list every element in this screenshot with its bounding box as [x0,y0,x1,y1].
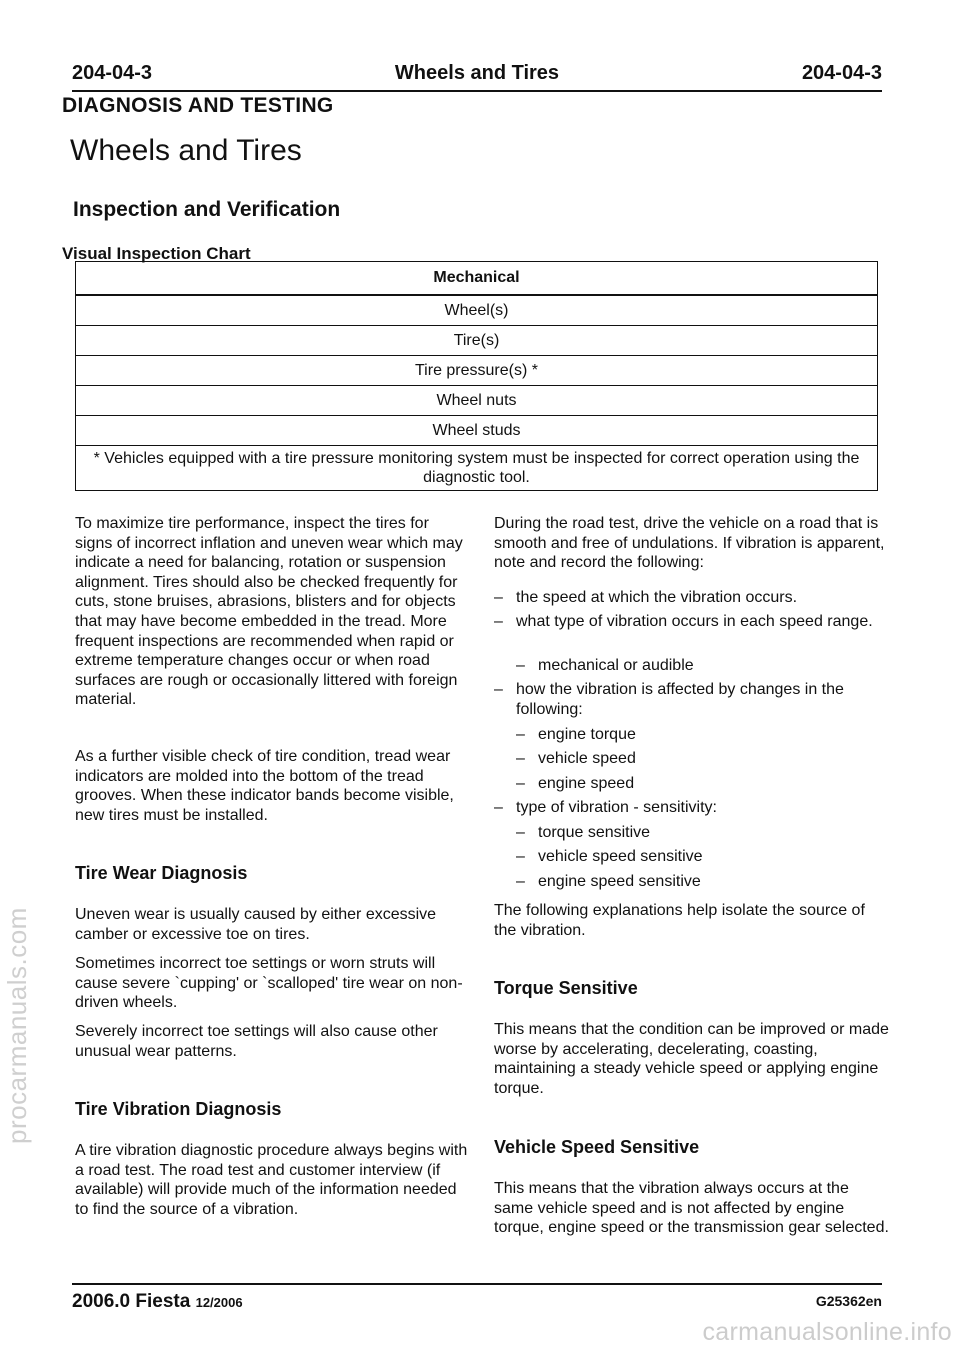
header-rule [72,90,882,92]
list-item: – engine torque [538,725,888,745]
footer-date: 12/2006 [195,1295,243,1310]
list-item: – engine speed sensitive [538,872,888,892]
chart-title: Visual Inspection Chart [62,244,251,263]
visual-inspection-table [75,261,878,491]
table-row: Wheel nuts [76,386,878,416]
list-item: – how the vibration is affected by changes in the following: [516,680,888,719]
table-header-mechanical: Mechanical [76,262,878,296]
right-paragraph-2: The following explanations help isolate the source of the vibration. [494,902,865,939]
left-paragraph-1: To maximize tire performance, inspect the tires for signs of incorrect inflation and uneven wear which may indicate a need for balancing, rotation or suspension alignment. Tires should also be checked frequently for cuts, stone bruises, abrasions, blisters and for objects that may have become embedded in the tread. More frequent inspections are recommended when rapid or extreme temperature changes occur or when road surfaces are rough or occasionally littered with foreign material. [75,515,463,709]
list-item: – vehicle speed sensitive [538,847,888,867]
footer-model [72,1291,243,1313]
table-footnote: * Vehicles equipped with a tire pressure monitoring system must be inspected for correct operation using the diagnostic tool. [76,446,878,491]
right-paragraph-1: During the road test, drive the vehicle on a road that is smooth and free of undulations. If vibration is apparent, note and record the following: [494,515,885,572]
table-row: Wheel(s) [76,295,878,326]
section-title: DIAGNOSIS AND TESTING [62,94,334,117]
list-item: – engine speed [538,774,888,794]
page-header [72,62,882,88]
header-page-number-right: 204-04-3 [801,62,882,84]
header-title: Wheels and Tires [394,62,560,84]
left-paragraph-5: Severely incorrect toe settings will also cause other unusual wear patterns. [75,1023,438,1060]
left-paragraph-6: A tire vibration diagnostic procedure always begins with a road test. The road test and customer interview (if available) will provide much of the information needed to find the source of a vibration. [75,1142,468,1218]
tire-vibration-heading: Tire Vibration Diagnosis [75,1099,282,1119]
tire-wear-heading: Tire Wear Diagnosis [75,863,248,883]
torque-sensitive-heading: Torque Sensitive [494,978,638,998]
left-paragraph-2: As a further visible check of tire condition, tread wear indicators are molded into the bottom of the tread grooves. When these indicator bands become visible, new tires must be installed. [75,748,454,824]
vehicle-speed-sensitive-heading: Vehicle Speed Sensitive [494,1137,700,1157]
footer-document-code: G25362en [815,1293,882,1309]
page-title: Wheels and Tires [70,134,302,167]
header-page-number-left: 204-04-3 [72,62,153,84]
left-paragraph-4: Sometimes incorrect toe settings or worn struts will cause severe `cupping' or `scalloped' tire wear on non-driven wheels. [75,955,463,1012]
list-item: – vehicle speed [538,749,888,769]
right-paragraph-3: This means that the condition can be improved or made worse by accelerating, decelerating, coasting, maintaining a steady vehicle speed or applying engine torque. [494,1021,889,1097]
list-item: – mechanical or audible [538,656,888,676]
list-item: – the speed at which the vibration occurs. [516,588,888,608]
footer-rule [72,1283,882,1285]
footer-model-name: 2006.0 Fiesta [72,1291,191,1312]
right-paragraph-4: This means that the vibration always occurs at the same vehicle speed and is not affected by engine torque, engine speed or the transmission gear selected. [494,1180,889,1237]
side-watermark: procarmanuals.com [2,907,32,1144]
list-item: – torque sensitive [538,823,888,843]
inspection-heading: Inspection and Verification [73,198,341,221]
bottom-watermark: carmanualsonline.info [702,1318,952,1346]
list-item: – type of vibration - sensitivity: [516,798,888,818]
left-paragraph-3: Uneven wear is usually caused by either excessive camber or excessive toe on tires. [75,906,437,943]
list-item: – what type of vibration occurs in each speed range. [516,612,888,632]
table-row: Tire pressure(s) * [76,356,878,386]
table-row: Tire(s) [76,326,878,356]
table-row: Wheel studs [76,416,878,446]
